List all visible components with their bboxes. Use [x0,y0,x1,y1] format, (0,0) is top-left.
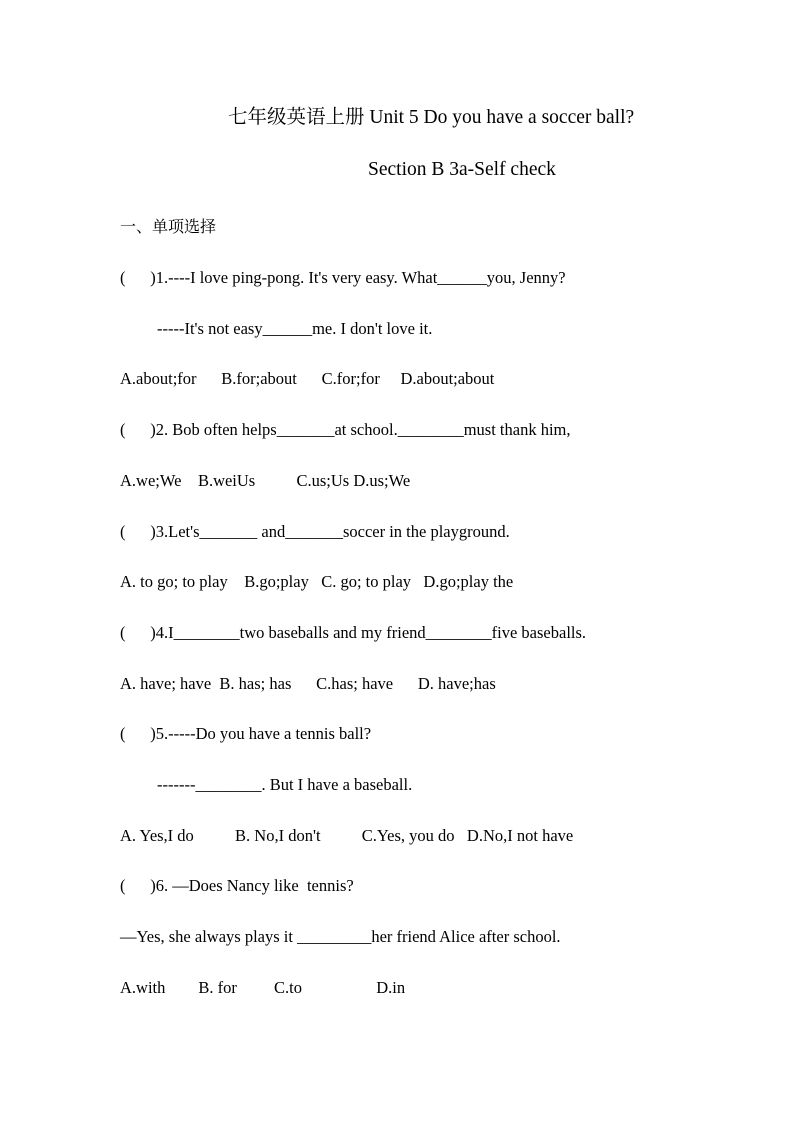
question-3-stem: ( )3.Let's_______ and_______soccer in the playground. [120,522,510,541]
question-4-options: A. have; have B. has; has C.has; have D. have;has [120,674,496,693]
question-1-reply: -----It's not easy______me. I don't love it. [157,319,433,338]
question-2-stem: ( )2. Bob often helps_______at school.________must thank him, [120,420,571,439]
question-1-options: A.about;for B.for;about C.for;for D.about;about [120,369,495,388]
question-1-stem: ( )1.----I love ping-pong. It's very easy. What______you, Jenny? [120,268,566,287]
section-heading: 一、单项选择 [120,217,217,236]
question-5-options: A. Yes,I do B. No,I don't C.Yes, you do D.No,I not have [120,826,574,845]
question-6-reply: —Yes, she always plays it _________her friend Alice after school. [120,927,561,946]
question-5-reply: -------________. But I have a baseball. [157,775,413,794]
question-6-options: A.with B. for C.to D.in [120,978,406,997]
question-6-stem: ( )6. —Does Nancy like tennis? [120,876,354,895]
page-subtitle: Section B 3a-Self check [368,159,556,180]
question-4-stem: ( )4.I________two baseballs and my friend________five baseballs. [120,623,587,642]
question-3-options: A. to go; to play B.go;play C. go; to play D.go;play the [120,572,514,591]
question-2-options: A.we;We B.weiUs C.us;Us D.us;We [120,471,411,490]
page-title: 七年级英语上册 Unit 5 Do you have a soccer ball? [228,107,635,128]
question-5-stem: ( )5.-----Do you have a tennis ball? [120,724,372,743]
